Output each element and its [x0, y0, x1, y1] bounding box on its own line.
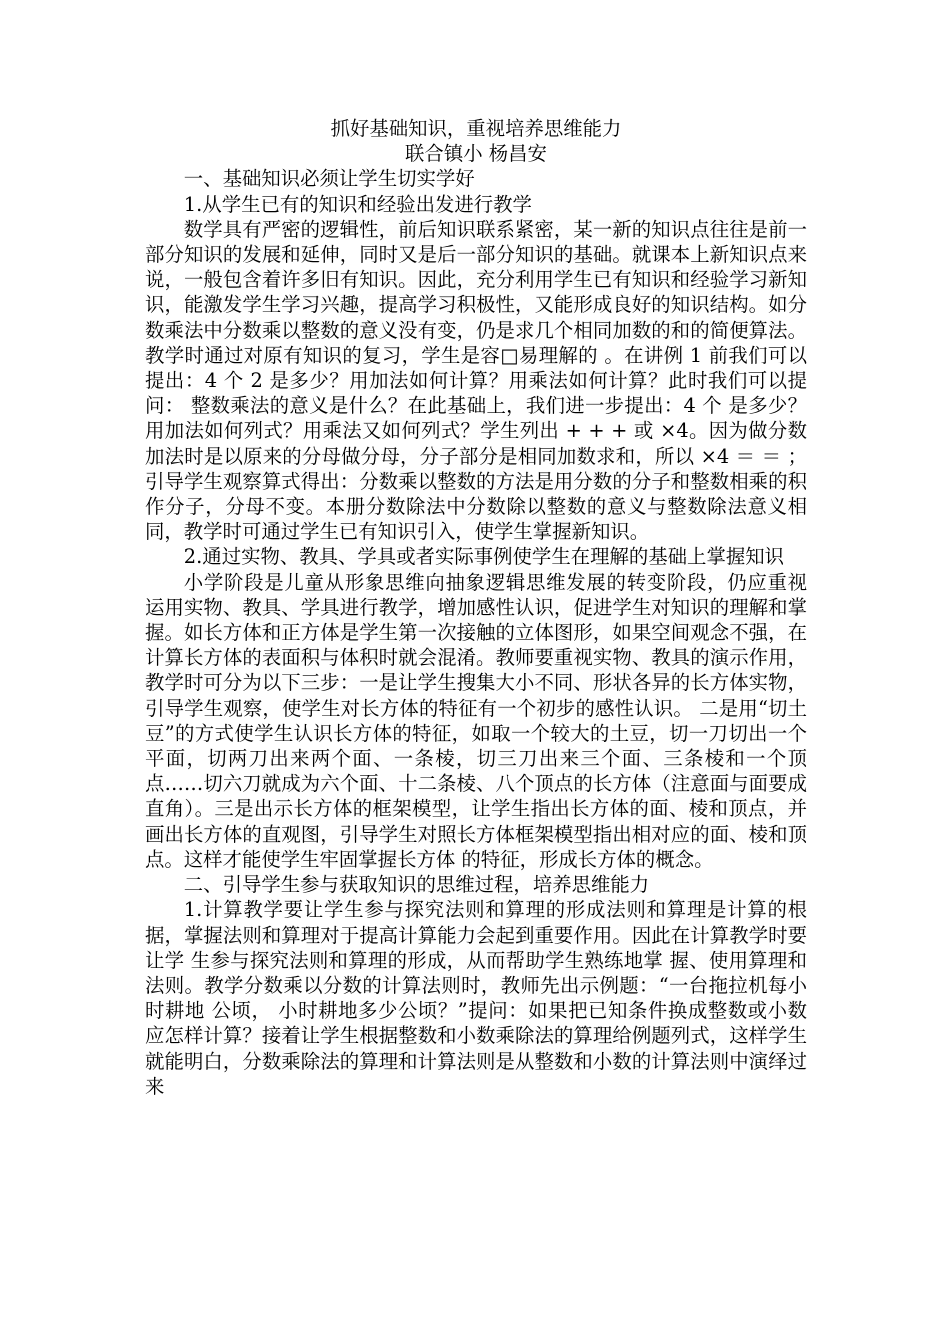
paragraph-1: 数学具有严密的逻辑性，前后知识联系紧密，某一新的知识点往往是前一部分知识的发展和延伸，同时又是后一部分知识的基础。就课本上新知识点来说，一般包含着许多旧有知识。因此，充分利用学生已有知识和经验学习新知识，能激发学生学习兴趣，提高学习积极性，又能形成良好的知识结构。如分数乘法中分数乘以整数的意义没有变，仍是求几个相同加数的和的简便算法。教学时通过对原有知识的复习，学生是容□易理解的 。在讲例 1 前我们可以提出：4 个 2 是多少？用加法如何计算？用乘法如何计算？此时我们可以提问： 整数乘法的意义是什么？在此基础上，我们进一步提出：4 个 是多少？用加法如何列式？用乘法又如何列式？学生列出 + + + 或 ×4。因为做分数加法时是以原来的分母做分母，分子部分是相同加数求和，所以 ×4 ＝ ＝ ；引导学生观察算式得出：分数乘以整数的方法是用分数的分子和整数相乘的积作分子，分母不变。本册分数除法中分数除以整数的意义与整数除法意义相同，教学时可通过学生已有知识引入，使学生掌握新知识。 [145, 217, 807, 544]
subsection-heading-2: 2.通过实物、教具、学具或者实际事例使学生在理解的基础上掌握知识 [183, 545, 785, 569]
document-title: 抓好基础知识，重视培养思维能力 [330, 117, 622, 140]
subsection-heading-1: 1.从学生已有的知识和经验出发进行教学 [183, 192, 532, 216]
paragraph-2: 小学阶段是儿童从形象思维向抽象逻辑思维发展的转变阶段，仍应重视 运用实物、教具、学具进行教学，增加感性认识，促进学生对知识的理解和掌握。如长方体和正方体是学生第一次接触的立体图形，如果空间观念不强，在计算长方体的表面积与体积时就会混淆。教师要重视实物、教具的演示作用，教学时可分为以下三步：一是让学生搜集大小不同、形状各异的长方体实物，引导学生观察，使学生对长方体的特征有一个初步的感性认识。 二是用“切土豆”的方式使学生认识长方体的特征，如取一个较大的土豆，切一刀切出一个平面，切两刀出来两个面、一条棱，切三刀出来三个面、三条棱和一个顶点……切六刀就成为六个面、十二条棱、八个顶点的长方体（注意面与面要成直角）。三是出示长方体的框架模型，让学生指出长方体的面、棱和顶点，并画出长方体的直观图，引导学生对照长方体框架模型指出相对应的面、棱和顶点。这样才能使学生牢固掌握长方体 的特征，形成长方体的概念。 [145, 570, 807, 871]
paragraph-3: 1.计算教学要让学生参与探究法则和算理的形成法则和算理是计算的根据，掌握法则和算理对于提高计算能力会起到重要作用。因此在计算教学时要让学 生参与探究法则和算理的形成，从而帮助学生熟练地掌 握、使用算理和法则。教学分数乘以分数的计算法则时，教师先出示例题：“一台拖拉机每小时耕地 公顷， 小时耕地多少公顷？”提问：如果把已知条件换成整数或小数应怎样计算？接着让学生根据整数和小数乘除法的算理给例题列式，这样学生就能明白，分数乘除法的算理和计算法则是从整数和小数的计算法则中演绎过来 [145, 898, 807, 1098]
section-heading-1: 一、基础知识必须让学生切实学好 [183, 167, 475, 191]
document-author: 联合镇小 杨昌安 [405, 142, 547, 166]
section-heading-2: 二、引导学生参与获取知识的思维过程，培养思维能力 [183, 873, 650, 897]
document-page [145, 116, 807, 1099]
